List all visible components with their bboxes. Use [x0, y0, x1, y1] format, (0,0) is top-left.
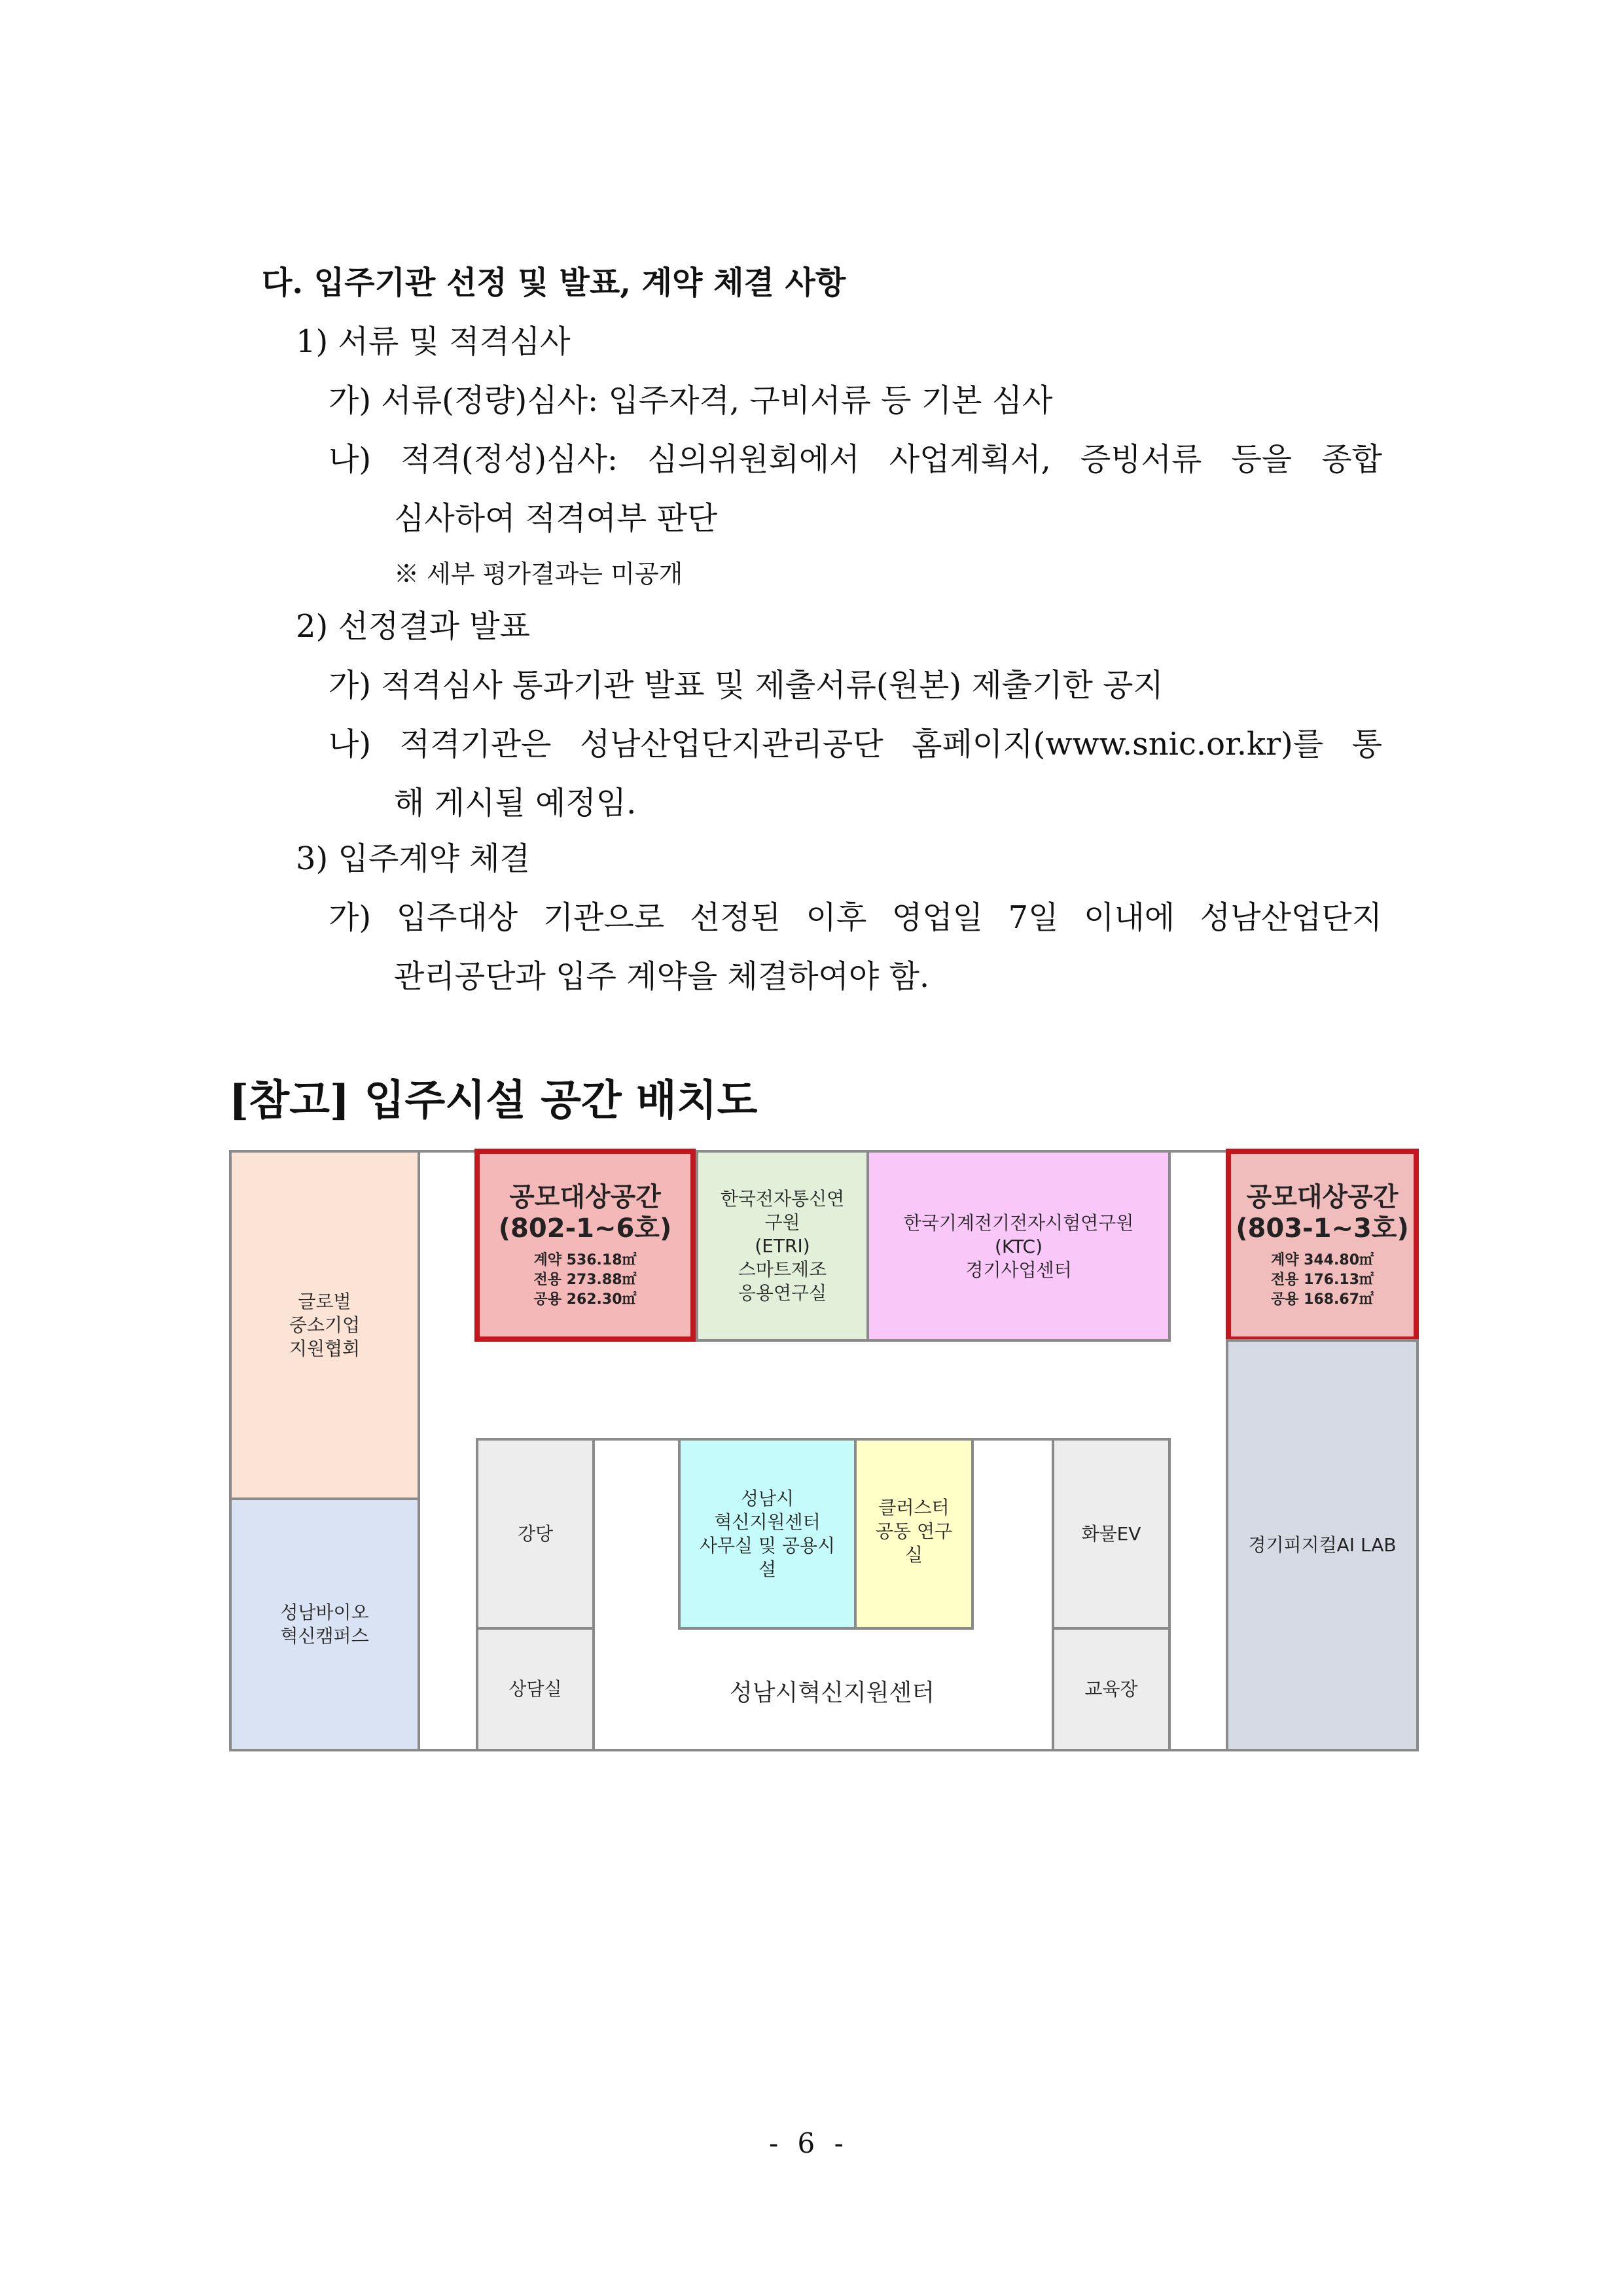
room-innovation-office-l2: 혁신지원센터	[714, 1511, 821, 1533]
space-803-number: (803-1~3호)	[1236, 1213, 1409, 1244]
room-etri	[696, 1150, 869, 1342]
room-innovation-office-l3: 사무실 및 공용시	[699, 1534, 836, 1556]
room-auditorium-label: 강당	[517, 1522, 554, 1545]
space-803-common: 공용 168.67㎡	[1270, 1291, 1374, 1308]
room-freight-ev-label: 화물EV	[1081, 1522, 1141, 1545]
center-label: 성남시혁신지원센터	[730, 1679, 935, 1706]
section-title: 다. 입주기관 선정 및 발표, 계약 체결 사항	[262, 264, 846, 301]
space-802-common: 공용 262.30㎡	[533, 1291, 637, 1308]
item1-note: ※ 세부 평가결과는 미공개	[394, 560, 683, 588]
space-803-contract: 계약 344.80㎡	[1270, 1251, 1374, 1268]
room-auditorium	[476, 1438, 595, 1630]
space-802-exclusive: 전용 273.88㎡	[533, 1271, 637, 1288]
space-803-title: 공모대상공간	[1246, 1181, 1399, 1212]
room-innovation-office-l1: 성남시	[740, 1487, 794, 1509]
room-ai-lab-label: 경기피지컬AI LAB	[1248, 1534, 1397, 1556]
item2-a: 가) 적격심사 통과기관 발표 및 제출서류(원본) 제출기한 공지	[329, 667, 1164, 704]
room-ktc-l3: 경기사업센터	[965, 1259, 1072, 1281]
room-cluster-lab-l1: 클러스터	[878, 1497, 950, 1518]
room-global-sme	[229, 1150, 420, 1500]
room-etri-l5: 응용연구실	[738, 1282, 827, 1304]
room-etri-l1: 한국전자통신연	[720, 1187, 845, 1210]
room-cluster-lab	[854, 1438, 974, 1630]
room-global-sme-l1: 글로벌	[298, 1290, 351, 1312]
room-training-label: 교육장	[1084, 1678, 1138, 1700]
room-bio-campus-l1: 성남바이오	[280, 1602, 369, 1623]
room-ktc-l2: (KTC)	[994, 1236, 1043, 1257]
item2-label: 2) 선정결과 발표	[296, 608, 530, 645]
space-802-title: 공모대상공간	[509, 1181, 661, 1212]
room-global-sme-l2: 중소기업	[289, 1314, 361, 1336]
reference-title: [참고] 입주시설 공간 배치도	[229, 1076, 758, 1125]
room-innovation-office-l4: 설	[758, 1558, 777, 1580]
room-training	[1052, 1627, 1171, 1751]
item3-label: 3) 입주계약 체결	[296, 840, 530, 877]
room-cluster-lab-l2: 공동 연구	[875, 1520, 953, 1542]
item1-a: 가) 서류(정량)심사: 입주자격, 구비서류 등 기본 심사	[329, 382, 1053, 419]
room-etri-l3: (ETRI)	[755, 1234, 810, 1257]
room-freight-ev	[1052, 1438, 1171, 1630]
room-ai-lab	[1226, 1339, 1419, 1751]
room-ktc-l1: 한국기계전기전자시험연구원	[903, 1212, 1134, 1234]
room-bio-campus	[229, 1498, 420, 1751]
space-803-exclusive: 전용 176.13㎡	[1270, 1271, 1374, 1288]
room-global-sme-l3: 지원협회	[289, 1337, 361, 1359]
page-number: - 6 -	[769, 2127, 849, 2159]
room-counseling-label: 상담실	[508, 1678, 562, 1700]
room-innovation-office	[678, 1438, 857, 1630]
item2-b-line1: 나) 적격기관은 성남산업단지관리공단 홈페이지(www.snic.or.kr)를 통	[329, 726, 1382, 762]
item1-label: 1) 서류 및 적격심사	[296, 323, 571, 360]
room-bio-campus-l2: 혁신캠퍼스	[280, 1625, 369, 1647]
room-cluster-lab-l3: 실	[904, 1544, 923, 1566]
room-etri-l4: 스마트제조	[738, 1258, 827, 1280]
item3-a-line1: 가) 입주대상 기관으로 선정된 이후 영업일 7일 이내에 성남산업단지	[329, 899, 1382, 936]
space-802-number: (802-1~6호)	[498, 1213, 672, 1244]
item1-b-line2: 심사하여 적격여부 판단	[394, 500, 718, 537]
item3-a-line2: 관리공단과 입주 계약을 체결하여야 함.	[394, 958, 930, 995]
room-ktc	[866, 1150, 1171, 1342]
space-802-contract: 계약 536.18㎡	[533, 1251, 637, 1268]
room-counseling	[476, 1627, 595, 1751]
room-space-802	[474, 1149, 696, 1342]
item1-b-line1: 나) 적격(정성)심사: 심의위원회에서 사업계획서, 증빙서류 등을 종합	[329, 441, 1382, 478]
room-etri-l2: 구원	[764, 1211, 800, 1233]
room-space-803	[1226, 1149, 1419, 1342]
item2-b-line2: 해 게시될 예정임.	[394, 785, 637, 821]
